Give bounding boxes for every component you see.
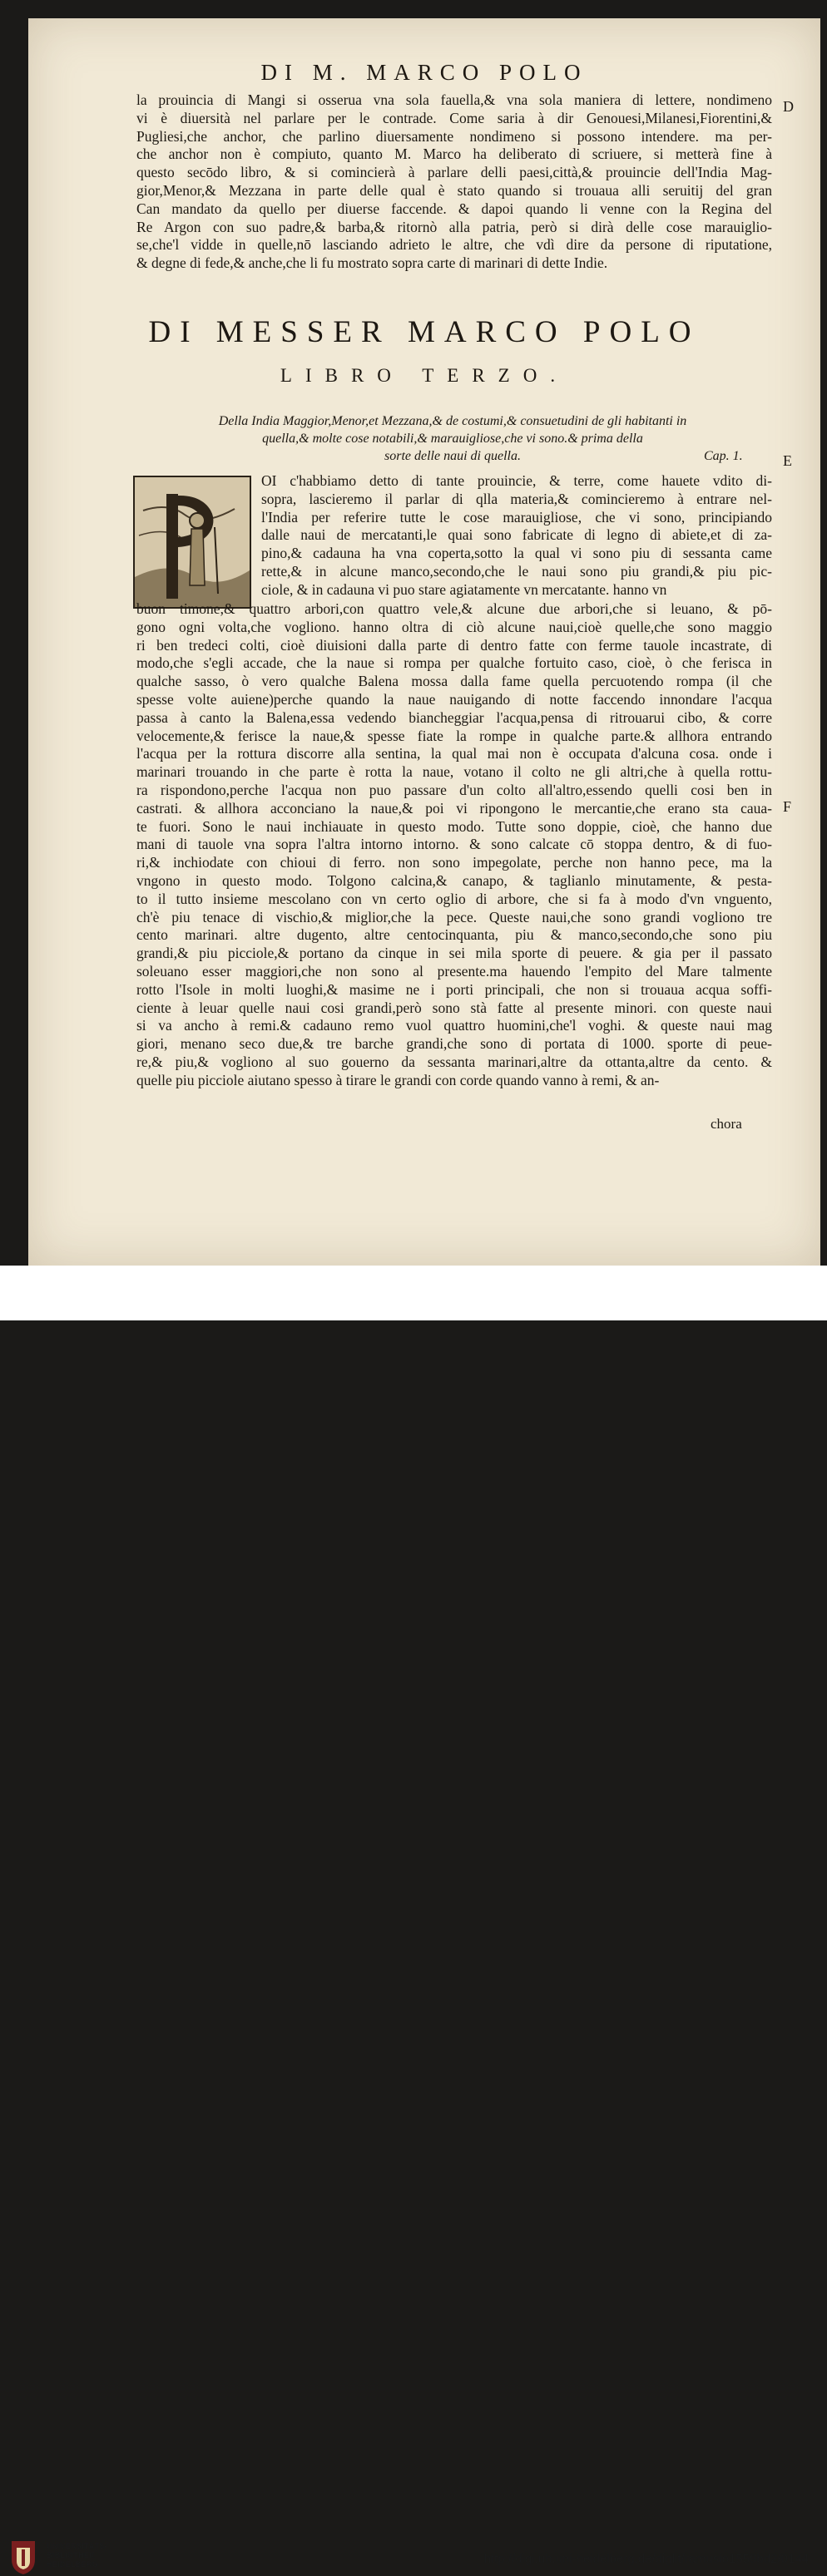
text-line: dalle naui de mercatanti,le quai sono fabricate di legno di abiete,et di za- bbox=[261, 526, 772, 544]
decorated-initial-p-image bbox=[133, 476, 251, 609]
library-name-line: HEIDELBERG bbox=[47, 2560, 99, 2569]
text-line: che anchor non è compiuto, quanto M. Marco ha deliberato di scriuere, si metterà fine à bbox=[136, 146, 772, 163]
catchword: chora bbox=[711, 1116, 742, 1132]
book-subtitle: LIBRO TERZO. bbox=[280, 365, 569, 386]
text-line: si va ancho à remi.& cadauno remo vuol quattro huomini,che'l voghi. & queste naui mag bbox=[136, 1017, 772, 1034]
text-line: Re Argon con suo padre,& barba,& ritornò alla patria, però si dirà delle cose marauiglio- bbox=[136, 218, 772, 235]
text-line: grandi,& piu picciole,& portano da cinque in sei mila sporte di peuere. & gia per il passato bbox=[136, 945, 772, 962]
text-line: l'India per referire tutte le cose marauigliose, che vi sono, principiando bbox=[261, 508, 772, 526]
margin-letter-d: D bbox=[783, 98, 794, 115]
text-line: marinari trouando in che parte è rotta la naue, votano il colto ne gli altri,che à quella rottu- bbox=[136, 763, 772, 781]
text-line: to il tutto insieme mescolano con vn certo oglio di arbore, che si fa à modo d'vn vnguento, bbox=[136, 890, 772, 907]
text-line: ra rispondono,perche l'acqua non puo passare d'un colto all'altro,essendo quelli cosi ben in bbox=[136, 781, 772, 798]
library-name-line: BIBLIOTHEK bbox=[47, 2551, 95, 2559]
summary-line: Della India Maggior,Menor,et Mezzana,& de costumi,& consuetudini de gli habitanti in bbox=[218, 414, 687, 428]
book-title: DI MESSER MARCO POLO bbox=[148, 315, 701, 349]
chapter-number: Cap. 1. bbox=[704, 449, 743, 463]
text-line: sopra, lascieremo il parlar di qlla materia,& comincieremo à entrare nel- bbox=[261, 490, 772, 507]
text-line: gono ogni volta,che vogliono. hanno oltra di ciò alcune naui,cioè quelle,che sono maggio bbox=[136, 618, 772, 635]
text-line: pino,& cadauna ha vna coperta,sotto la qual vi sono piu di sessanta came bbox=[261, 545, 772, 562]
text-line: spesse volte auiene)perche quando la naue nauigando di notte faccendo innondare l'acqua bbox=[136, 690, 772, 708]
margin-letter-f: F bbox=[783, 798, 792, 815]
summary-line: sorte delle naui di quella. bbox=[384, 449, 521, 463]
library-name-line: UNIVERSITÄTS- bbox=[47, 2542, 107, 2550]
paragraph-chapter-opening bbox=[261, 472, 772, 600]
text-line: vi è diuersità nel parlare per le contrade. Come saria à dir Genouesi,Milanesi,Fiorentini,& bbox=[136, 109, 772, 126]
text-line: velocemente,& ferisce la naue,& spesse fiate la rompe in qualche parte.& allhora entrando bbox=[136, 727, 772, 744]
margin-letter-e: E bbox=[783, 452, 792, 469]
text-line: quelle piu picciole aiutano spesso à tirare le grandi con corde quando vanno à remi, & an- bbox=[136, 1071, 660, 1088]
text-line: passa à canto la Balena,essa vedendo biancheggiar l'acqua,pensa di ritrouarui cibo, & corre bbox=[136, 708, 772, 726]
text-line: castrati. & allhora acconciano la naue,& poi vi ripongono le mercantie,che erano sta caua- bbox=[136, 799, 772, 817]
text-line: rotto l'Isole in molti luoghi,& masime ne i porti principali, che non si trouaua acqua soffi- bbox=[136, 980, 772, 998]
text-line: buon timone,& quattro arbori,con quattro vele,& alcune due arbori,che si leuano, & pō- bbox=[136, 600, 772, 617]
text-line: soleuano esser maggiori,che non sono al presente.ma hauendo l'empito del Mare talmente bbox=[136, 962, 772, 980]
text-line: OI c'habbiamo detto di tante prouincie, & terre, come hauete vdito di- bbox=[261, 472, 772, 489]
chapter-summary bbox=[161, 412, 744, 465]
text-line: cento marinari. altre dugento, altre centocinquanta, piu & manco,secondo,che sono piu bbox=[136, 926, 772, 944]
text-line: ciente à leuar quelle naui cosi grandi,però sono stà fatte al presente minori. con queste naui bbox=[136, 999, 772, 1016]
text-line: mani di tauole vna sopra l'altra intorno intorno. & sono calcate cō stoppa dentro, & di fuo- bbox=[136, 836, 772, 853]
text-line: ri ben tredeci colti, cioè diuisioni dalla parte di dentro fatte con ferme tauole incastrate, di bbox=[136, 636, 772, 654]
university-seal-icon bbox=[8, 2538, 38, 2576]
text-line: Can mandato da quello per diuerse faccende. & dapoi quando li venne con la Regina del bbox=[136, 200, 772, 217]
summary-line: quella,& molte cose notabili,& marauigliose,che vi sono.& prima della bbox=[262, 432, 643, 446]
text-line: questo secōdo libro, & si comincierà à parlare delli paesi,città,& prouincie dell'India Mag- bbox=[136, 164, 772, 181]
source-url-link[interactable]: http://digi.ub.uni-heidelberg.de/diglit/ramusio1559bd2/0144 bbox=[483, 2552, 809, 2566]
library-name bbox=[47, 2542, 107, 2569]
text-line: & degne di fede,& anche,che li fu mostrato sopra carte di marinari di dette Indie. bbox=[136, 254, 608, 272]
paragraph-intro bbox=[136, 91, 772, 273]
text-line: l'acqua per la rottura discorre alla sentina, la qual mai non è occupata d'alcuna cosa. onde i bbox=[136, 745, 772, 762]
running-head: DI M. MARCO POLO bbox=[260, 60, 588, 85]
library-footer bbox=[0, 1266, 827, 2569]
text-line: se,che'l vidde in quelle,nō lasciando adrieto le altre, che vdì dire da persone di riputatione, bbox=[136, 236, 772, 254]
text-line: vngono in questo modo. Tolgono calcina,& canapo, & taglianlo minutamente, & pesta- bbox=[136, 871, 772, 889]
book-page bbox=[28, 18, 820, 1266]
text-line: ch'è piu tenace di vischio,& miglior,che la pece. Queste naui,che sono grandi vogliono tre bbox=[136, 908, 772, 925]
text-line: Pugliesi,che anchor, che parlino diuersamente nondimeno si possono intendere. ma per- bbox=[136, 127, 772, 145]
text-line: giori, menano seco due,& tre barche grandi,che sono di portata di 1000. sporte di peue- bbox=[136, 1035, 772, 1053]
text-line: ri,& inchiodate con chioui di ferro. non sono impegolate, perche non hanno pece, ma la bbox=[136, 854, 772, 871]
text-line: re,& piu,& vogliono al suo gouerno da sessanta marinari,altre da ottanta,altre da cento. & bbox=[136, 1053, 772, 1070]
text-line: modo,che s'egli accade, che la naue si rompa per qualche fortuito caso, cioè, ò che ferisca in bbox=[136, 654, 772, 672]
text-line: qualche sasso, ò vero qualche Balena mossa dalla fame quella percuotendo rompa (il che bbox=[136, 673, 772, 690]
text-line: la prouincia di Mangi si osserua vna sola fauella,& vna sola maniera di lettere, nondimeno bbox=[136, 91, 772, 108]
paragraph-chapter-body bbox=[136, 600, 772, 1090]
text-line: gior,Menor,& Mezzana in parte delle qual è stato quando si trouaua alli seruitij del gran bbox=[136, 181, 772, 199]
text-line: ciole, & in cadauna vi puo stare agiatamente vn mercatante. hanno vn bbox=[261, 580, 667, 598]
text-line: rette,& in alcune manco,secondo,che le naui sono piu grandi,& piu pic- bbox=[261, 562, 772, 580]
text-line: te fuori. Sono le naui inchiauate in questo modo. Tutte sono doppie, cioè, che hanno due bbox=[136, 817, 772, 835]
